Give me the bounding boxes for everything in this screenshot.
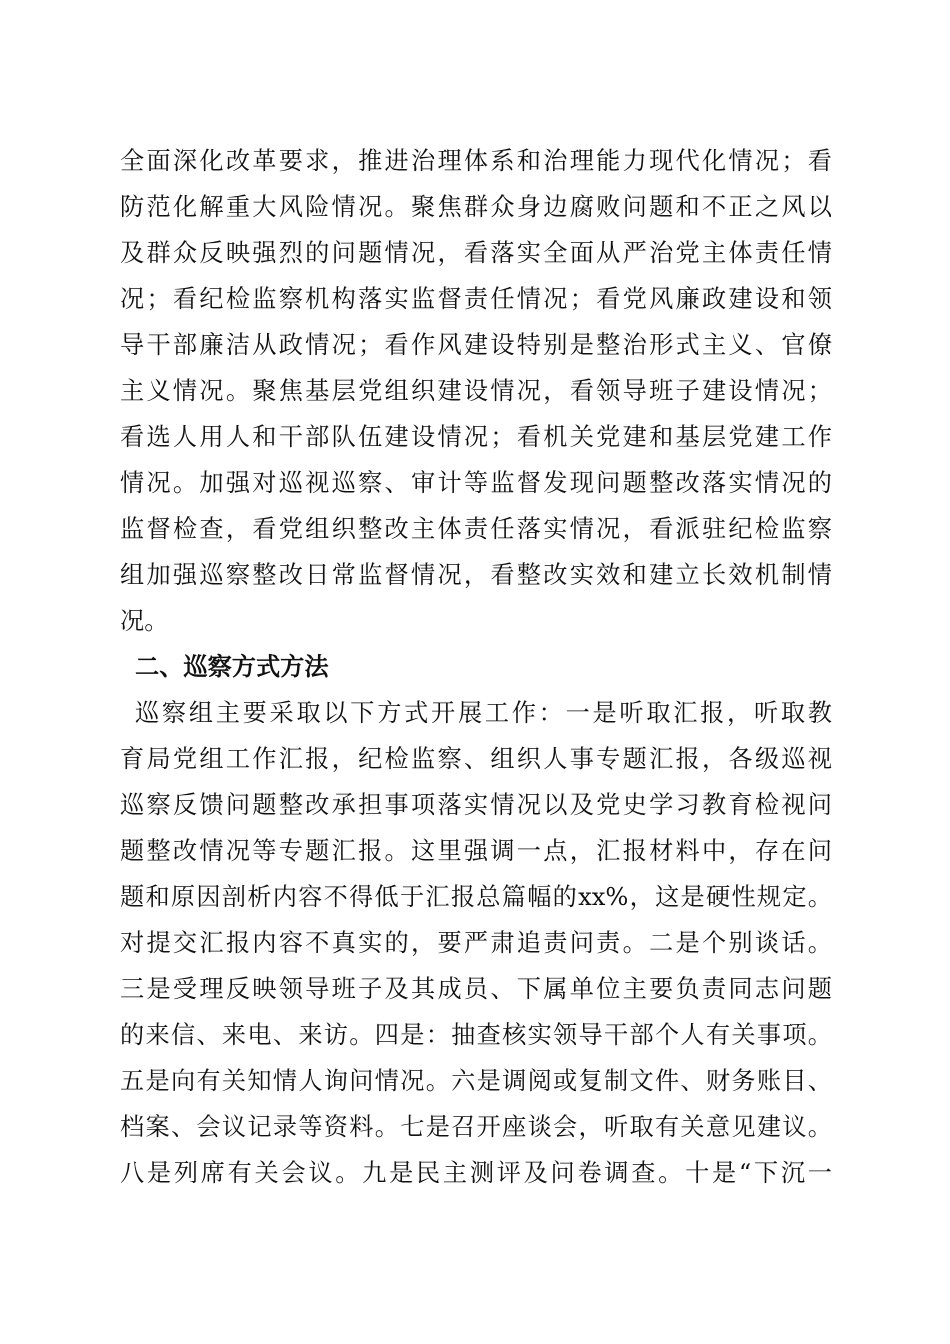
text-line: 育局党组工作汇报，纪检监察、组织人事专题汇报，各级巡视 (120, 745, 832, 773)
text-line: 防范化解重大风险情况。聚焦群众身边腐败问题和不正之风以 (120, 193, 832, 221)
paragraph-2 (120, 690, 832, 1196)
text-line: 看选人用人和干部队伍建设情况；看机关党建和基层党建工作 (120, 423, 832, 451)
text-line: 全面深化改革要求，推进治理体系和治理能力现代化情况；看 (120, 147, 832, 175)
text-line: 导干部廉洁从政情况；看作风建设特别是整治形式主义、官僚 (120, 331, 832, 359)
text-line: 监督检查，看党组织整改主体责任落实情况，看派驻纪检监察 (120, 515, 832, 543)
text-line: 档案、会议记录等资料。七是召开座谈会，听取有关意见建议。 (120, 1113, 832, 1141)
text-line: 情况。加强对巡视巡察、审计等监督发现问题整改落实情况的 (120, 469, 832, 497)
text-line: 主义情况。聚焦基层党组织建设情况，看领导班子建设情况； (120, 377, 832, 405)
text-line: 题和原因剖析内容不得低于汇报总篇幅的xx%，这是硬性规定。 (120, 883, 832, 911)
text-line: 八是列席有关会议。九是民主测评及问卷调查。十是“下沉一 (120, 1159, 832, 1187)
text-line: 及群众反映强烈的问题情况，看落实全面从严治党主体责任情 (120, 239, 832, 267)
text-line: 五是向有关知情人询问情况。六是调阅或复制文件、财务账目、 (120, 1067, 832, 1095)
text-line: 的来信、来电、来访。四是：抽查核实领导干部个人有关事项。 (120, 1021, 832, 1049)
text-line: 对提交汇报内容不真实的，要严肃追责问责。二是个别谈话。 (120, 929, 832, 957)
text-line: 巡察反馈问题整改承担事项落实情况以及党史学习教育检视问 (120, 791, 832, 819)
text-line: 况。 (120, 607, 169, 635)
document-page (120, 138, 832, 1196)
text-line: 题整改情况等专题汇报。这里强调一点，汇报材料中，存在问 (120, 837, 832, 865)
text-line: 巡察组主要采取以下方式开展工作：一是听取汇报，听取教 (135, 699, 832, 727)
text-line: 三是受理反映领导班子及其成员、下属单位主要负责同志问题 (120, 975, 832, 1003)
paragraph-1 (120, 138, 832, 644)
section-heading: 二、巡察方式方法 (135, 653, 329, 681)
text-line: 组加强巡察整改日常监督情况，看整改实效和建立长效机制情 (120, 561, 832, 589)
text-line: 况；看纪检监察机构落实监督责任情况；看党风廉政建设和领 (120, 285, 832, 313)
